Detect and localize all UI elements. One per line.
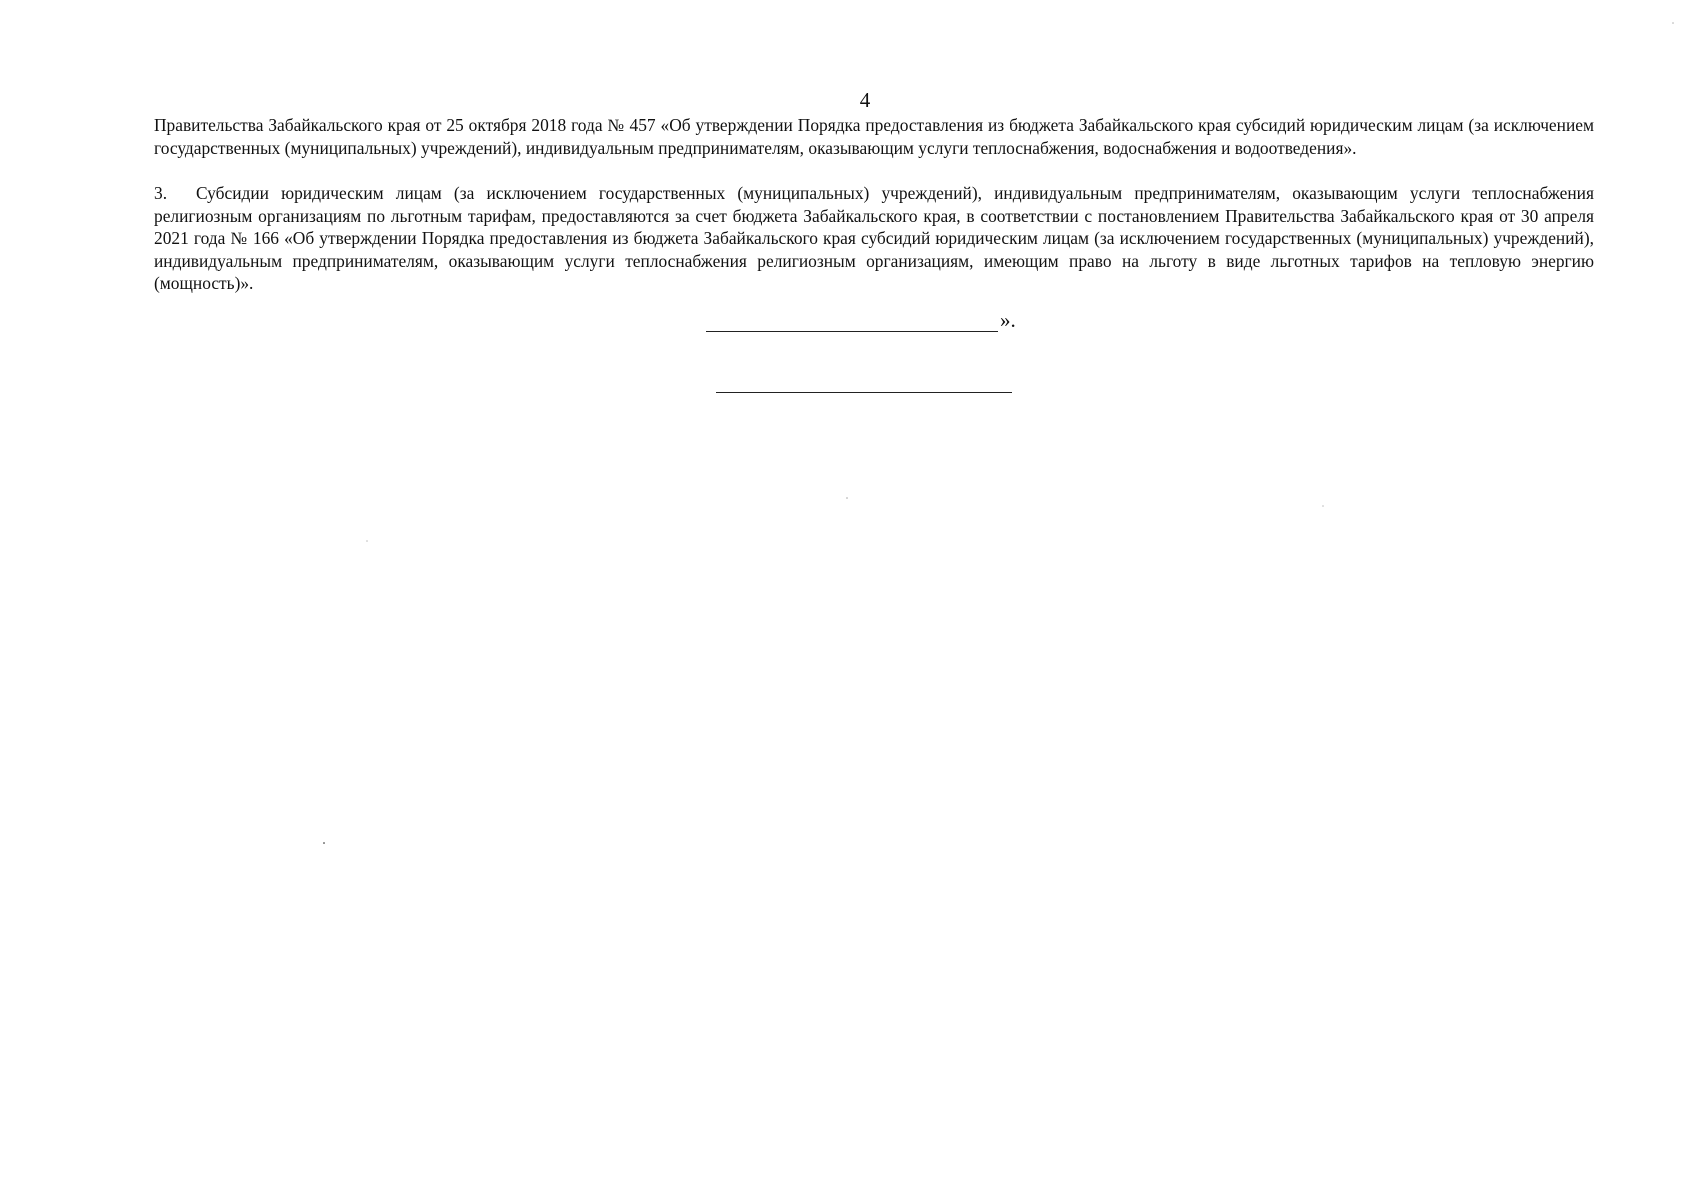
paragraph-continuation [154,114,1594,159]
scan-speck [1672,22,1674,24]
paragraph-item-3-text: Субсидии юридическим лицам (за исключением государственных (муниципальных) учреждений), индивидуальным предпринимателям, оказывающим услуги теплоснабжения религиозным организациям по льготным тарифам, предоставляются за счет бюджета Забайкальского края, в соответствии с постановлением Правительства Забайкальского края от 30 апреля 2021 года № 166 «Об утверждении Порядка предоставления из бюджета Забайкальского края субсидий юридическим лицам (за исключением государственных (муниципальных) учреждений), индивидуальным предпринимателям, оказывающим услуги теплоснабжения религиозным организациям, имеющим право на льготу в виде льготных тарифов на тепловую энергию (мощность)». [154,183,1594,294]
closing-quote-mark: ». [1000,308,1016,332]
paragraph-item-3 [154,182,1594,295]
end-separator-rule [716,392,1012,393]
scan-speck [1322,505,1324,507]
paragraph-continuation-text: Правительства Забайкальского края от 25 октября 2018 года № 457 «Об утверждении Порядка предоставления из бюджета Забайкальского края субсидий юридическим лицам (за исключением государственных (муниципальных) учреждений), индивидуальным предпринимателям, оказывающим услуги теплоснабжения, водоснабжения и водоотведения». [154,115,1594,158]
closing-underline [706,308,1016,332]
scan-speck [366,540,368,542]
scan-speck [846,497,848,499]
page-number: 4 [859,88,871,112]
closing-rule [706,309,998,332]
scan-speck [323,842,325,844]
paragraph-item-3-number: 3. [154,183,168,203]
